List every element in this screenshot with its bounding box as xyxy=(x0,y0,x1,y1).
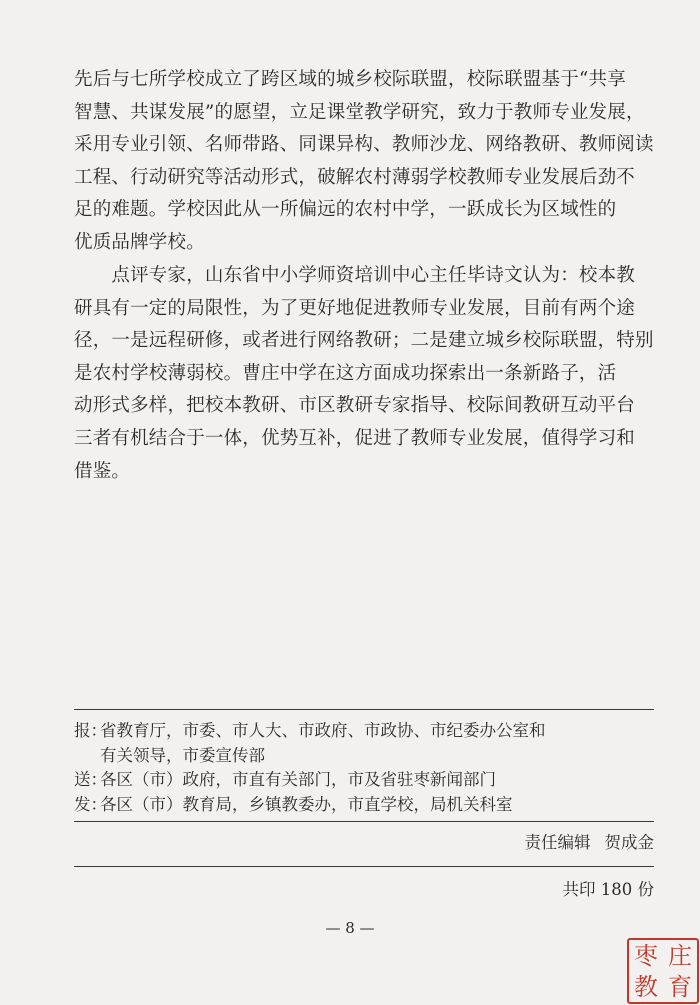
text-line: 优质品牌学校。 xyxy=(74,231,205,253)
song-text: 各区（市）政府，市直有关部门，市及省驻枣新闻部门 xyxy=(100,770,496,789)
bao-text: 省教育厅，市委、市人大、市政府、市政协、市纪委办公室和 xyxy=(100,721,546,740)
divider-top xyxy=(74,709,654,710)
text-line: 动形式多样，把校本教研、市区教研专家指导、校际间教研互动平台 xyxy=(74,395,636,417)
text-line: 借鉴。 xyxy=(74,460,131,482)
song-label: 送： xyxy=(74,770,107,789)
page-number: — 8 — xyxy=(325,919,375,937)
distribution-bao-continued xyxy=(74,744,664,769)
text-line: 工程、行动研究等活动形式，破解农村薄弱学校教师专业发展后劲不 xyxy=(74,166,636,188)
seal-char: 枣 xyxy=(634,941,658,970)
seal-char: 庄 xyxy=(668,941,692,970)
distribution-bao xyxy=(74,719,664,744)
fa-label: 发： xyxy=(74,794,107,814)
text-line: 径，一是远程研修，或者进行网络教研；二是建立城乡校际联盟，特别 xyxy=(74,330,654,352)
distribution-song xyxy=(74,768,664,793)
seal-char: 教 xyxy=(634,972,658,1001)
print-copies: 共印 180 份 xyxy=(562,880,654,899)
text-line: 足的难题。学校因此从一所偏远的农村中学，一跃成长为区域性的 xyxy=(74,199,617,221)
text-line: 研具有一定的局限性，为了更好地促进教师专业发展，目前有两个途 xyxy=(74,297,636,319)
red-seal-stamp xyxy=(627,938,699,1004)
divider-bottom xyxy=(74,866,654,867)
bao-label: 报： xyxy=(74,721,107,740)
text-line: 点评专家，山东省中小学师资培训中心主任毕诗文认为：校本教 xyxy=(74,265,636,286)
paragraph-1 xyxy=(74,64,654,260)
distribution-fa xyxy=(74,793,664,818)
divider-middle xyxy=(74,821,654,822)
text-line: 是农村学校薄弱校。曹庄中学在这方面成功探索出一条新路子，活 xyxy=(74,362,617,384)
text-line: 智慧、共谋发展”的愿望，立足课堂教学研究，致力于教师专业发展， xyxy=(74,101,645,123)
fa-text: 各区（市）教育局，乡镇教委办，市直学校，局机关科室 xyxy=(100,794,513,814)
editor-name: 贺成金 xyxy=(604,833,654,852)
bao-text-continued: 有关领导，市委宣传部 xyxy=(100,745,265,765)
responsible-editor xyxy=(74,830,654,856)
text-line: 先后与七所学校成立了跨区域的城乡校际联盟，校际联盟基于“共享 xyxy=(74,69,626,90)
paragraph-2 xyxy=(74,260,654,488)
distribution-list xyxy=(74,719,664,817)
seal-char: 育 xyxy=(668,972,692,1001)
text-line: 采用专业引领、名师带路、同课异构、教师沙龙、网络教研、教师阅读 xyxy=(74,134,654,156)
editor-label: 责任编辑 xyxy=(524,833,591,852)
text-line: 三者有机结合于一体，优势互补，促进了教师专业发展，值得学习和 xyxy=(74,427,636,449)
